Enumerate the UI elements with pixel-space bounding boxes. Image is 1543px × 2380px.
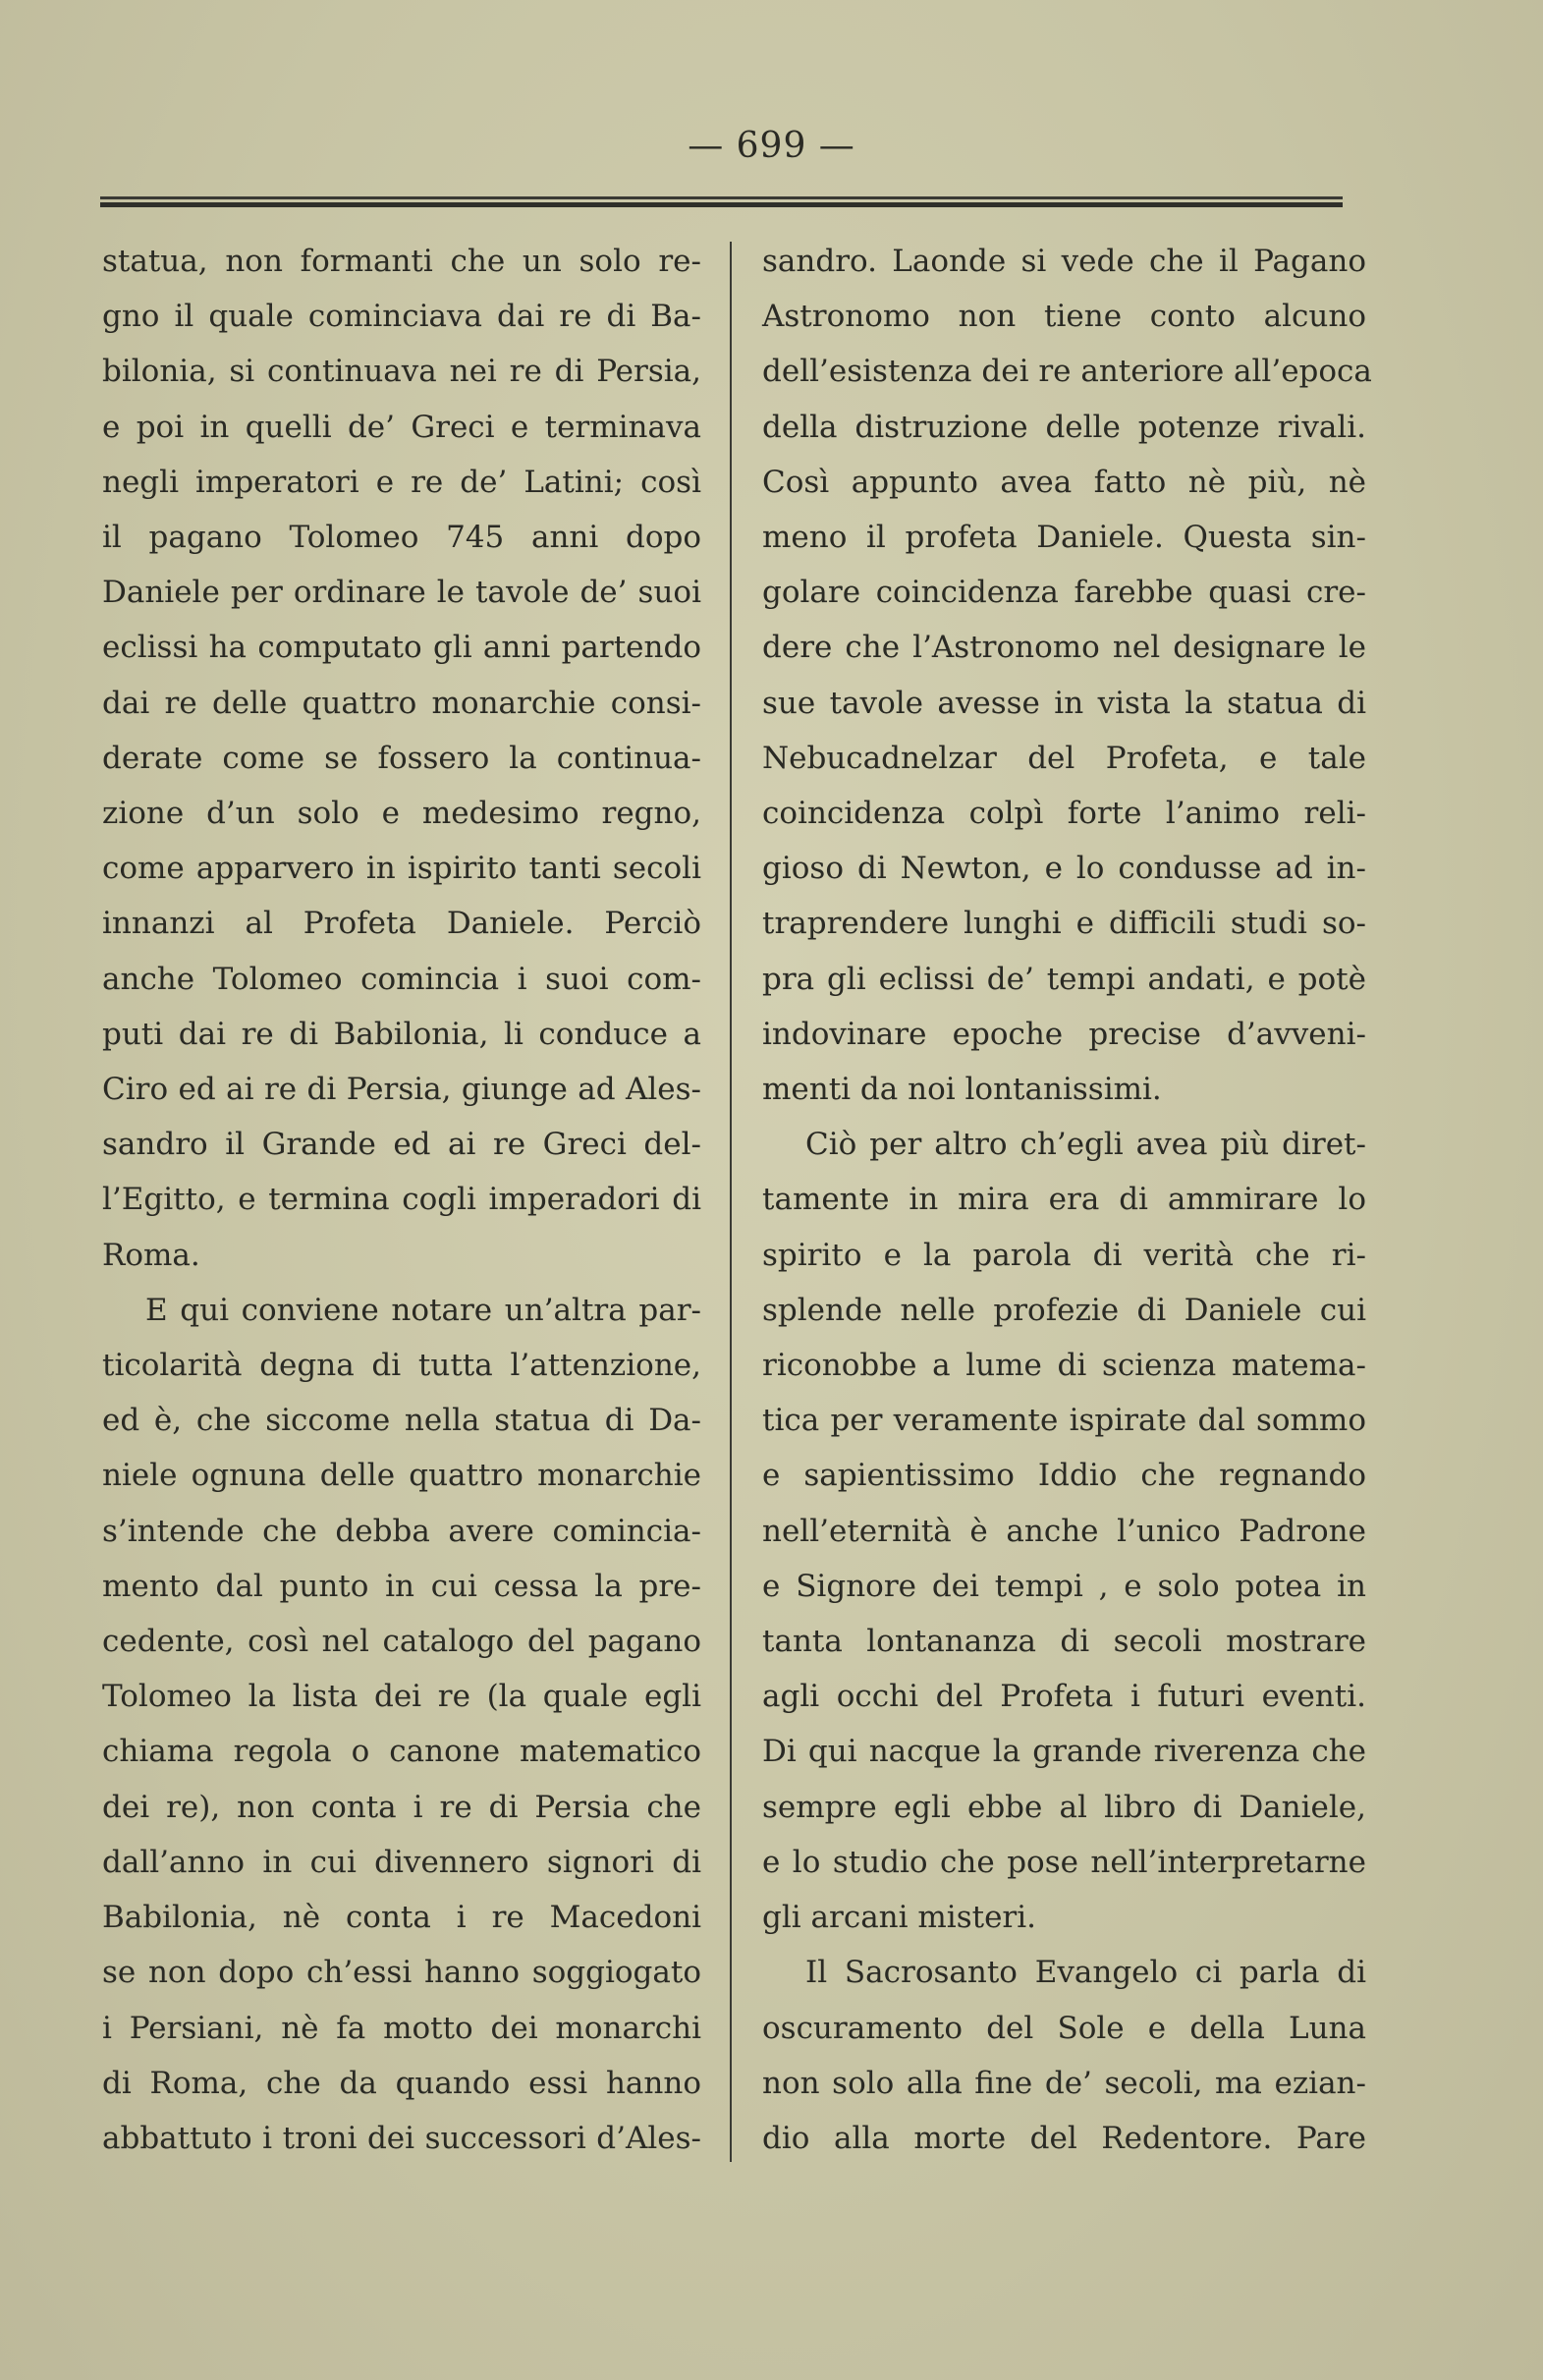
text-line: e Signore dei tempi , e solo potea in: [762, 1568, 1366, 1604]
text-line: menti da noi lontanissimi.: [762, 1072, 1162, 1108]
text-line: sandro. Laonde si vede che il Pagano: [762, 244, 1366, 279]
text-line: ticolarità degna di tutta l’attenzione,: [102, 1348, 701, 1384]
text-line: Il Sacrosanto Evangelo ci parla di: [805, 1955, 1366, 1991]
text-line: statua, non formanti che un solo re-: [102, 244, 701, 279]
text-line: sempre egli ebbe al libro di Daniele,: [762, 1789, 1366, 1825]
text-line: Ciò per altro ch’egli avea più diret-: [805, 1127, 1366, 1163]
text-line: puti dai re di Babilonia, li conduce a: [102, 1016, 701, 1052]
header-rule-thin: [100, 196, 1343, 199]
text-line: meno il profeta Daniele. Questa sin-: [762, 520, 1366, 556]
text-line: dell’esistenza dei re anteriore all’epoca: [762, 354, 1372, 390]
text-line: gno il quale cominciava dai re di Ba-: [102, 299, 701, 335]
text-line: splende nelle profezie di Daniele cui: [762, 1292, 1366, 1328]
text-line: sandro il Grande ed ai re Greci del-: [102, 1127, 701, 1163]
text-line: dere che l’Astronomo nel designare le: [762, 630, 1366, 666]
right-text-column: [762, 234, 1372, 2166]
text-line: pra gli eclissi de’ tempi andati, e potè: [762, 961, 1366, 997]
text-line: E qui conviene notare un’altra par-: [145, 1292, 701, 1328]
text-line: Babilonia, nè conta i re Macedoni: [102, 1900, 701, 1936]
text-line: gli arcani misteri.: [762, 1900, 1037, 1936]
text-line: e sapientissimo Iddio che regnando: [762, 1458, 1366, 1494]
text-line: derate come se fossero la continua-: [102, 740, 701, 776]
text-line: cedente, così nel catalogo del pagano: [102, 1624, 701, 1660]
header-double-rule: [100, 196, 1343, 210]
text-line: anche Tolomeo comincia i suoi com-: [102, 961, 701, 997]
text-line: i Persiani, nè fa motto dei monarchi: [102, 2010, 701, 2046]
text-line: e poi in quelli de’ Greci e terminava: [102, 409, 701, 445]
text-line: nell’eternità è anche l’unico Padrone: [762, 1513, 1366, 1549]
text-line: bilonia, si continuava nei re di Persia,: [102, 354, 701, 390]
text-line: agli occhi del Profeta i futuri eventi.: [762, 1679, 1366, 1715]
text-line: Roma.: [102, 1237, 200, 1273]
text-line: Così appunto avea fatto nè più, nè: [762, 464, 1366, 500]
text-line: tamente in mira era di ammirare lo: [762, 1182, 1366, 1218]
text-line: non solo alla fine de’ secoli, ma ezian-: [762, 2065, 1366, 2101]
text-line: ed è, che siccome nella statua di Da-: [102, 1403, 701, 1439]
text-line: il pagano Tolomeo 745 anni dopo: [102, 520, 701, 556]
text-line: innanzi al Profeta Daniele. Perciò: [102, 906, 701, 942]
text-line: se non dopo ch’essi hanno soggiogato: [102, 1955, 701, 1991]
text-line: eclissi ha computato gli anni partendo: [102, 630, 701, 666]
text-line: coincidenza colpì forte l’animo reli-: [762, 796, 1366, 832]
header-rule-thick: [100, 202, 1343, 207]
text-line: spirito e la parola di verità che ri-: [762, 1237, 1366, 1273]
text-line: traprendere lunghi e difficili studi so-: [762, 906, 1366, 942]
text-line: come apparvero in ispirito tanti secoli: [102, 851, 701, 887]
text-line: l’Egitto, e termina cogli imperadori di: [102, 1182, 701, 1218]
text-line: abbattuto i troni dei successori d’Ales-: [102, 2120, 701, 2156]
text-line: tica per veramente ispirate dal sommo: [762, 1403, 1366, 1439]
text-line: oscuramento del Sole e della Luna: [762, 2010, 1366, 2046]
text-line: della distruzione delle potenze rivali.: [762, 409, 1366, 445]
column-divider: [730, 242, 732, 2162]
text-line: mento dal punto in cui cessa la pre-: [102, 1568, 701, 1604]
text-line: negli imperatori e re de’ Latini; così: [102, 464, 701, 500]
text-line: sue tavole avesse in vista la statua di: [762, 685, 1366, 721]
text-line: dai re delle quattro monarchie consi-: [102, 685, 701, 721]
text-line: dei re), non conta i re di Persia che: [102, 1789, 701, 1825]
text-line: dall’anno in cui divennero signori di: [102, 1844, 701, 1880]
text-line: golare coincidenza farebbe quasi cre-: [762, 575, 1366, 611]
text-line: Di qui nacque la grande riverenza che: [762, 1734, 1366, 1770]
text-line: gioso di Newton, e lo condusse ad in-: [762, 851, 1366, 887]
text-line: Tolomeo la lista dei re (la quale egli: [102, 1679, 701, 1715]
text-line: niele ognuna delle quattro monarchie: [102, 1458, 701, 1494]
text-line: chiama regola o canone matematico: [102, 1734, 701, 1770]
text-line: s’intende che debba avere comincia-: [102, 1513, 701, 1549]
text-line: Nebucadnelzar del Profeta, e tale: [762, 740, 1366, 776]
text-line: dio alla morte del Redentore. Pare: [762, 2120, 1366, 2156]
left-text-column: [102, 234, 701, 2166]
text-line: Ciro ed ai re di Persia, giunge ad Ales-: [102, 1072, 701, 1108]
text-line: indovinare epoche precise d’avveni-: [762, 1016, 1366, 1052]
text-line: riconobbe a lume di scienza matema-: [762, 1348, 1366, 1384]
text-line: zione d’un solo e medesimo regno,: [102, 796, 701, 832]
text-line: Daniele per ordinare le tavole de’ suoi: [102, 575, 701, 611]
text-line: tanta lontananza di secoli mostrare: [762, 1624, 1366, 1660]
page-number: — 699 —: [688, 126, 855, 166]
text-line: Astronomo non tiene conto alcuno: [762, 299, 1366, 335]
text-line: e lo studio che pose nell’interpretarne: [762, 1844, 1366, 1880]
text-line: di Roma, che da quando essi hanno: [102, 2065, 701, 2101]
